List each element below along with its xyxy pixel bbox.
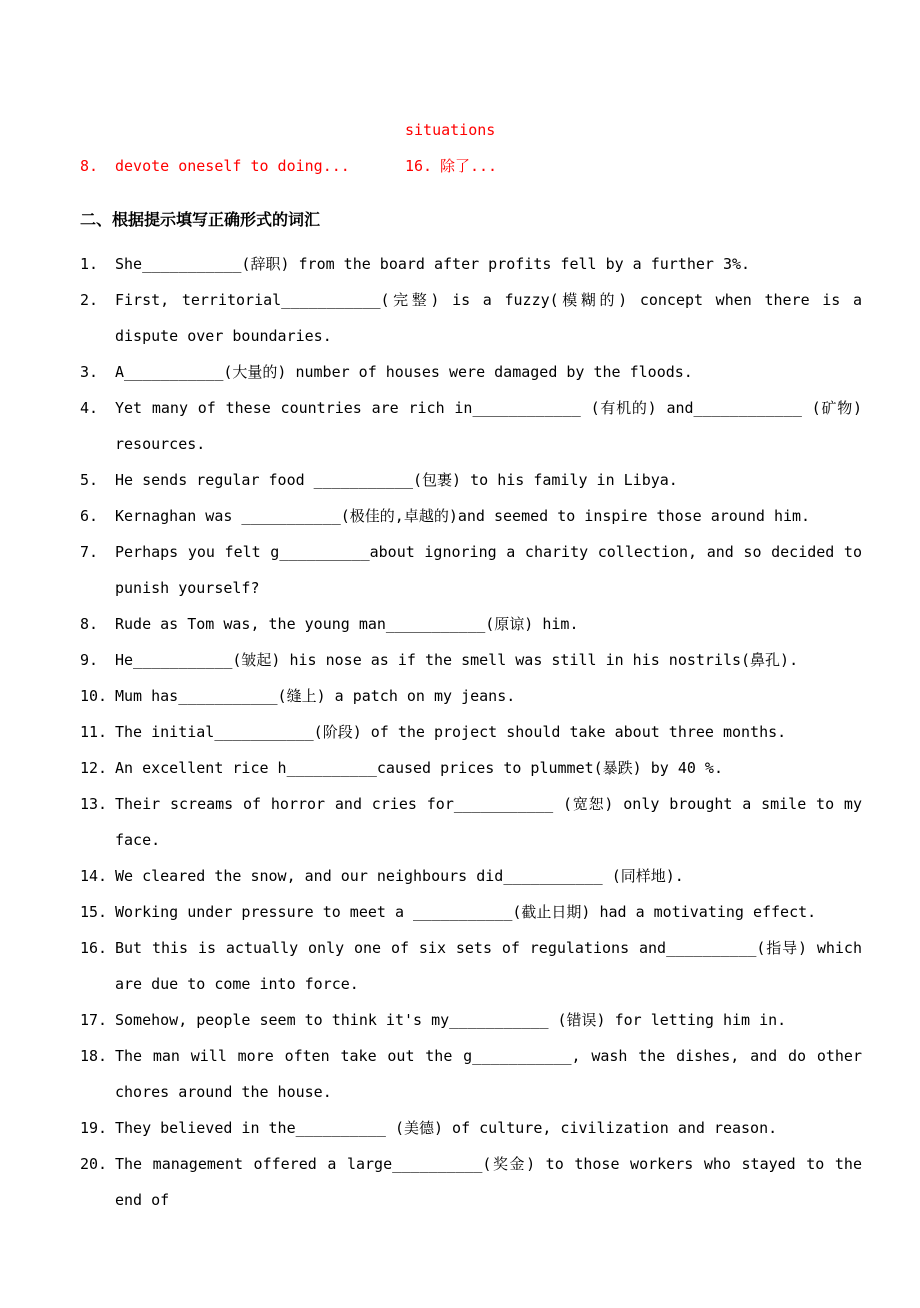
item-text: A___________(大量的) number of houses were damaged by the floods. (115, 363, 693, 381)
continuation-left-spacer (80, 112, 405, 148)
exercise-item (80, 642, 862, 678)
item-number: 2. (80, 291, 99, 309)
item-text: Working under pressure to meet a ___________(截止日期) had a motivating effect. (115, 903, 817, 921)
item-text: They believed in the__________ (美德) of culture, civilization and reason. (115, 1119, 778, 1137)
continuation-row (80, 112, 862, 148)
exercise-item (80, 606, 862, 642)
item-text: Kernaghan was ___________(极佳的,卓越的)and seemed to inspire those around him. (115, 507, 811, 525)
item-number: 14. (80, 867, 108, 885)
item-number: 1. (80, 255, 99, 273)
phrase-item-8-text: devote oneself to doing... (115, 157, 350, 175)
phrase-item-16-number: 16. (405, 157, 433, 175)
item-text: She___________(辞职) from the board after profits fell by a further 3%. (115, 255, 751, 273)
phrase-item-16-text: 除了... (440, 157, 498, 175)
item-text: The initial___________(阶段) of the project should take about three months. (115, 723, 787, 741)
item-number: 5. (80, 471, 99, 489)
item-number: 7. (80, 543, 99, 561)
item-text: First, territorial___________(完整) is a fuzzy(模糊的) concept when there is a dispute over boundaries. (115, 291, 862, 345)
exercise-item (80, 1038, 862, 1110)
phrase-item-16 (405, 148, 862, 184)
exercise-item (80, 678, 862, 714)
exercise-item (80, 1110, 862, 1146)
item-number: 13. (80, 795, 108, 813)
phrase-item-8 (80, 148, 405, 184)
item-number: 19. (80, 1119, 108, 1137)
phrase-row (80, 148, 862, 184)
item-text: We cleared the snow, and our neighbours did___________ (同样地). (115, 867, 684, 885)
exercise-item (80, 1002, 862, 1038)
item-number: 15. (80, 903, 108, 921)
item-text: An excellent rice h__________caused prices to plummet(暴跌) by 40 %. (115, 759, 723, 777)
exercise-item (80, 246, 862, 282)
item-text: Mum has___________(缝上) a patch on my jeans. (115, 687, 516, 705)
exercise-item (80, 786, 862, 858)
item-number: 11. (80, 723, 108, 741)
exercise-items-list (80, 246, 862, 1218)
exercise-item (80, 930, 862, 1002)
item-text: But this is actually only one of six sets of regulations and__________(指导) which are due to come into force. (115, 939, 862, 993)
section-heading: 二、根据提示填写正确形式的词汇 (80, 212, 321, 229)
item-text: Rude as Tom was, the young man___________(原谅) him. (115, 615, 579, 633)
exercise-item (80, 894, 862, 930)
exercise-item (80, 462, 862, 498)
item-number: 16. (80, 939, 108, 957)
exercise-item (80, 498, 862, 534)
item-number: 6. (80, 507, 99, 525)
exercise-item (80, 534, 862, 606)
red-phrase-section (80, 112, 862, 184)
item-number: 4. (80, 399, 99, 417)
item-text: He sends regular food ___________(包裹) to his family in Libya. (115, 471, 678, 489)
item-number: 10. (80, 687, 108, 705)
exercise-item (80, 354, 862, 390)
continuation-line: situations (405, 121, 496, 139)
item-number: 8. (80, 615, 99, 633)
item-text: He___________(皱起) his nose as if the smell was still in his nostrils(鼻孔). (115, 651, 799, 669)
exercise-item (80, 750, 862, 786)
item-text: The management offered a large__________(奖金) to those workers who stayed to the end of (115, 1155, 862, 1209)
item-number: 3. (80, 363, 99, 381)
item-number: 12. (80, 759, 108, 777)
item-number: 17. (80, 1011, 108, 1029)
exercise-item (80, 390, 862, 462)
exercise-item (80, 714, 862, 750)
phrase-item-8-number: 8. (80, 157, 99, 175)
item-number: 9. (80, 651, 99, 669)
item-text: The man will more often take out the g___________, wash the dishes, and do other chores around the house. (115, 1047, 862, 1101)
exercise-item (80, 858, 862, 894)
item-text: Yet many of these countries are rich in____________ (有机的) and____________ (矿物) resources. (115, 399, 862, 453)
item-text: Somehow, people seem to think it's my___________ (错误) for letting him in. (115, 1011, 787, 1029)
exercise-item (80, 1146, 862, 1218)
exercise-item (80, 282, 862, 354)
item-text: Perhaps you felt g__________about ignoring a charity collection, and so decided to punish yourself? (115, 543, 862, 597)
item-number: 18. (80, 1047, 108, 1065)
item-number: 20. (80, 1155, 108, 1173)
item-text: Their screams of horror and cries for___________ (宽恕) only brought a smile to my face. (115, 795, 862, 849)
